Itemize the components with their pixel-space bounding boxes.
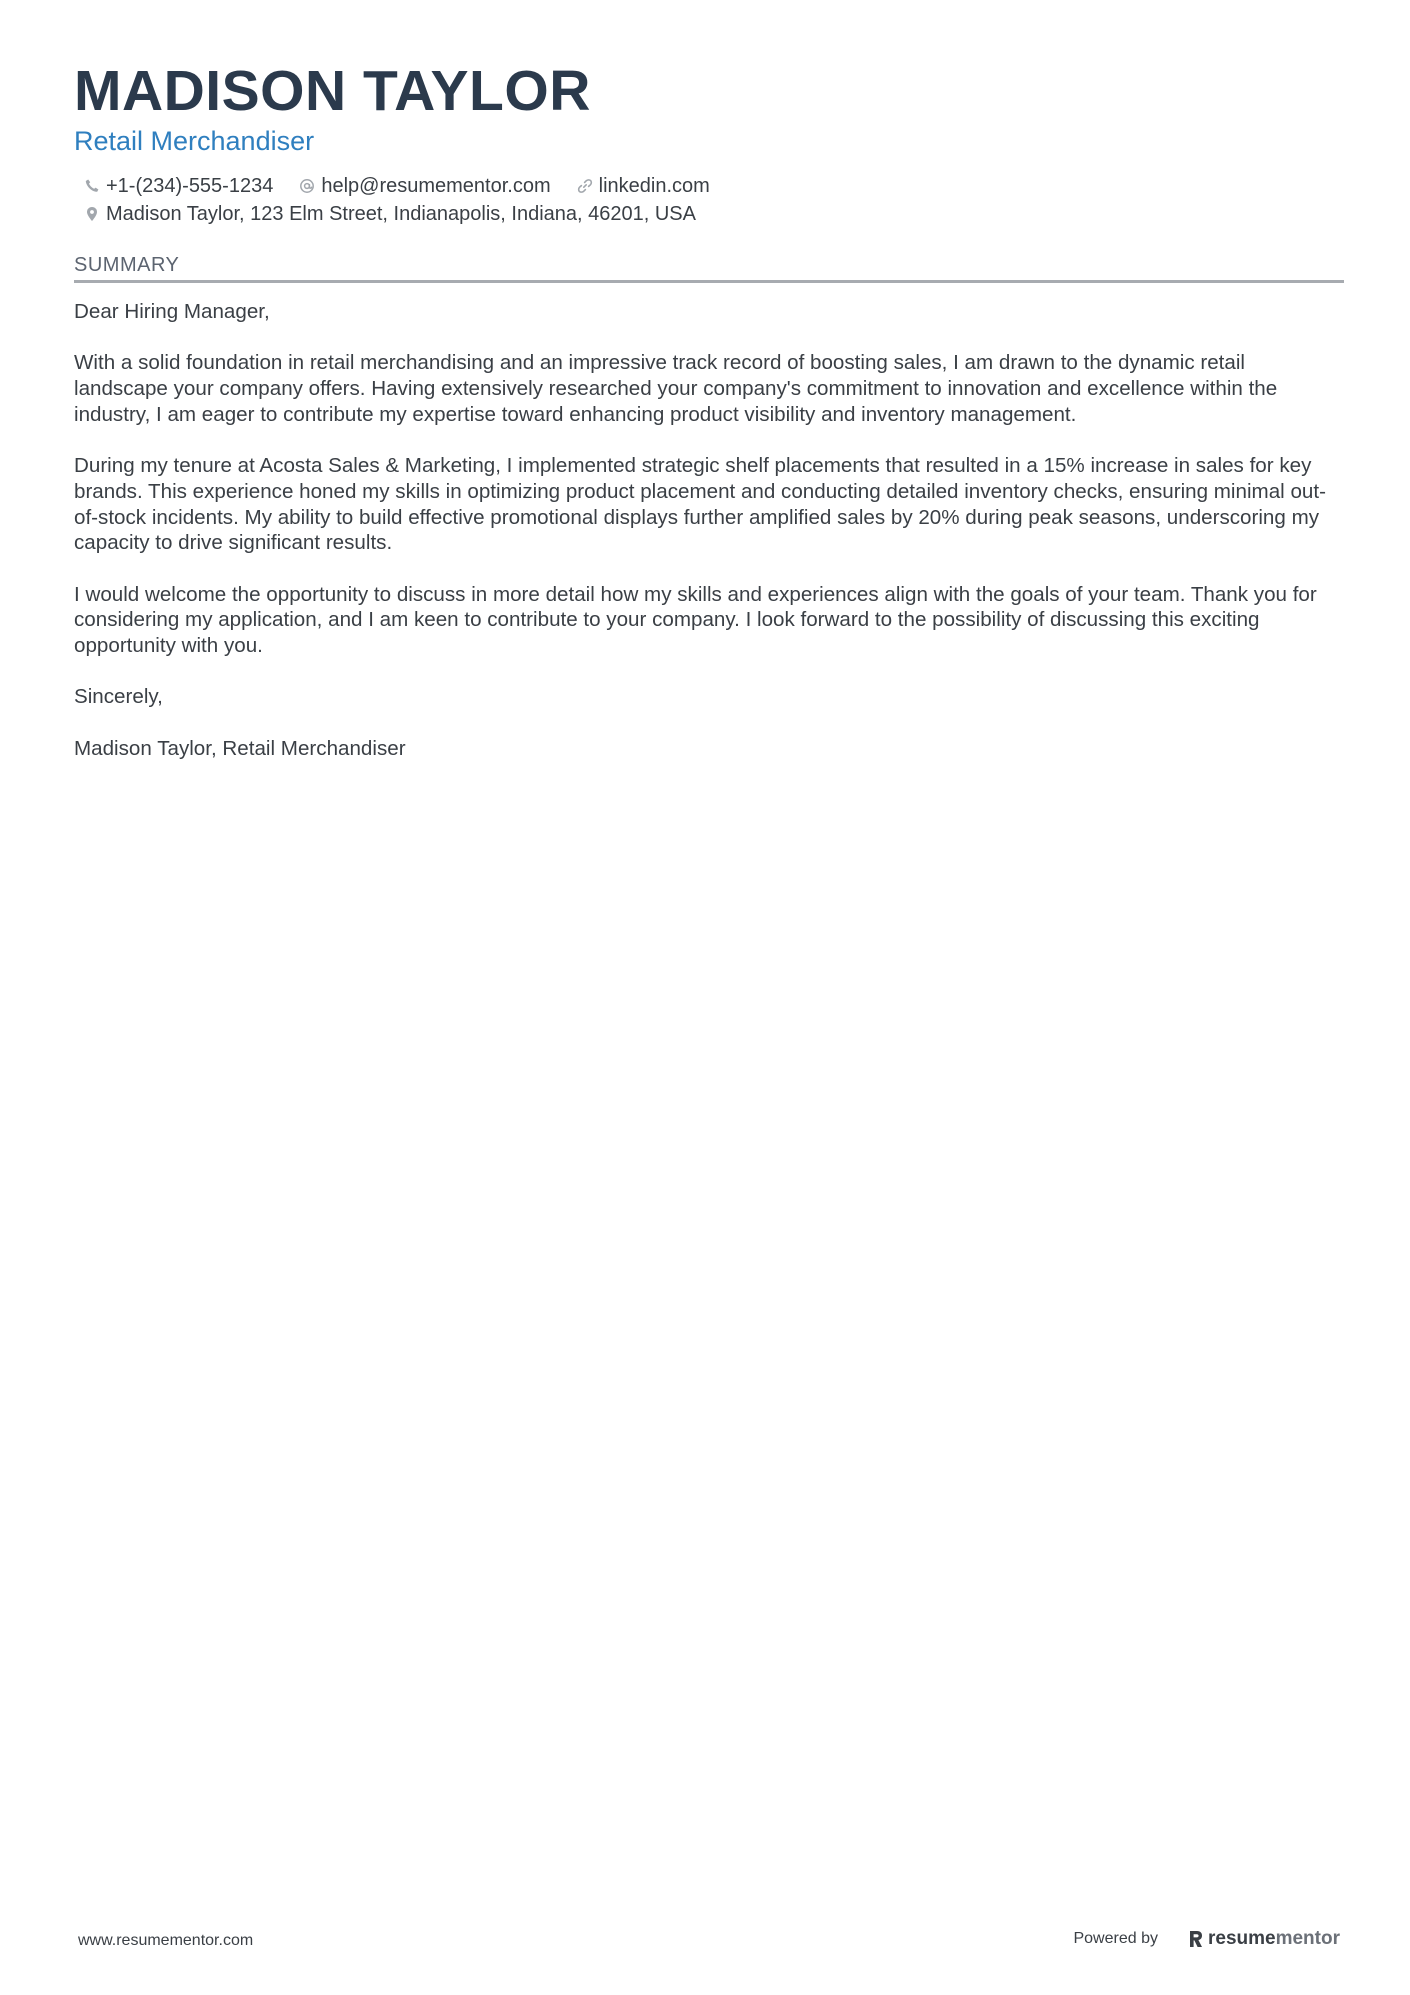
- cover-letter-page: [74, 56, 1344, 787]
- contact-row-address: [84, 200, 1344, 228]
- phone-icon: [84, 178, 100, 194]
- letter-paragraph: With a solid foundation in retail merchandising and an impressive track record of boosting sales, I am drawn to the dynamic retail landscape your company offers. Having extensively researched your company's commitment to innovation and excellence within the industry, I am eager to contribute my expertise toward enhancing product visibility and inventory management.: [74, 351, 1278, 426]
- powered-by-label: Powered by: [1073, 1930, 1158, 1947]
- resumementor-logo[interactable]: [1188, 1928, 1340, 1950]
- link-icon: [577, 178, 593, 194]
- footer-website-link[interactable]: www.resumementor.com: [78, 1932, 254, 1949]
- letter-body: [74, 299, 1344, 762]
- letter-closing: Sincerely,: [74, 685, 163, 709]
- contact-row-primary: [84, 172, 1344, 200]
- page-footer: [78, 1928, 1340, 1958]
- phone-contact: [84, 172, 273, 200]
- letter-greeting: Dear Hiring Manager,: [74, 300, 270, 323]
- letter-signature: Madison Taylor, Retail Merchandiser: [74, 736, 406, 760]
- letter-paragraph: I would welcome the opportunity to discuss in more detail how my skills and experiences align with the goals of your team. Thank you for considering my application, and I am keen to contribute to your company. I look forward to the possibility of discussing this exciting opportunity with you.: [74, 582, 1317, 658]
- job-title: Retail Merchandiser: [74, 126, 315, 156]
- address-text: Madison Taylor, 123 Elm Street, Indianapolis, Indiana, 46201, USA: [106, 203, 696, 225]
- letter-paragraph: During my tenure at Acosta Sales & Marketing, I implemented strategic shelf placements that resulted in a 15% increase in sales for key brands. This experience honed my skills in optimizing product placement and conducting detailed inventory checks, ensuring minimal out-of-stock incidents. My ability to build effective promotional displays further amplified sales by 20% during peak seasons, underscoring my capacity to drive significant results.: [74, 454, 1326, 555]
- address-contact: [84, 200, 696, 228]
- footer-branding: [1073, 1928, 1340, 1950]
- email-text[interactable]: help@resumementor.com: [321, 175, 551, 197]
- resumementor-logo-icon: [1188, 1929, 1204, 1949]
- website-contact[interactable]: [577, 172, 710, 200]
- website-text[interactable]: linkedin.com: [598, 175, 710, 197]
- email-contact[interactable]: [299, 172, 550, 200]
- brand-name-light: mentor: [1275, 1928, 1340, 1949]
- phone-text: +1-(234)-555-1234: [106, 175, 274, 197]
- summary-heading: SUMMARY: [74, 252, 1344, 283]
- contact-info: [74, 172, 1344, 228]
- location-pin-icon: [84, 206, 100, 222]
- candidate-name: MADISON TAYLOR: [74, 59, 591, 123]
- brand-name-bold: resume: [1207, 1928, 1276, 1949]
- at-sign-icon: [299, 178, 315, 194]
